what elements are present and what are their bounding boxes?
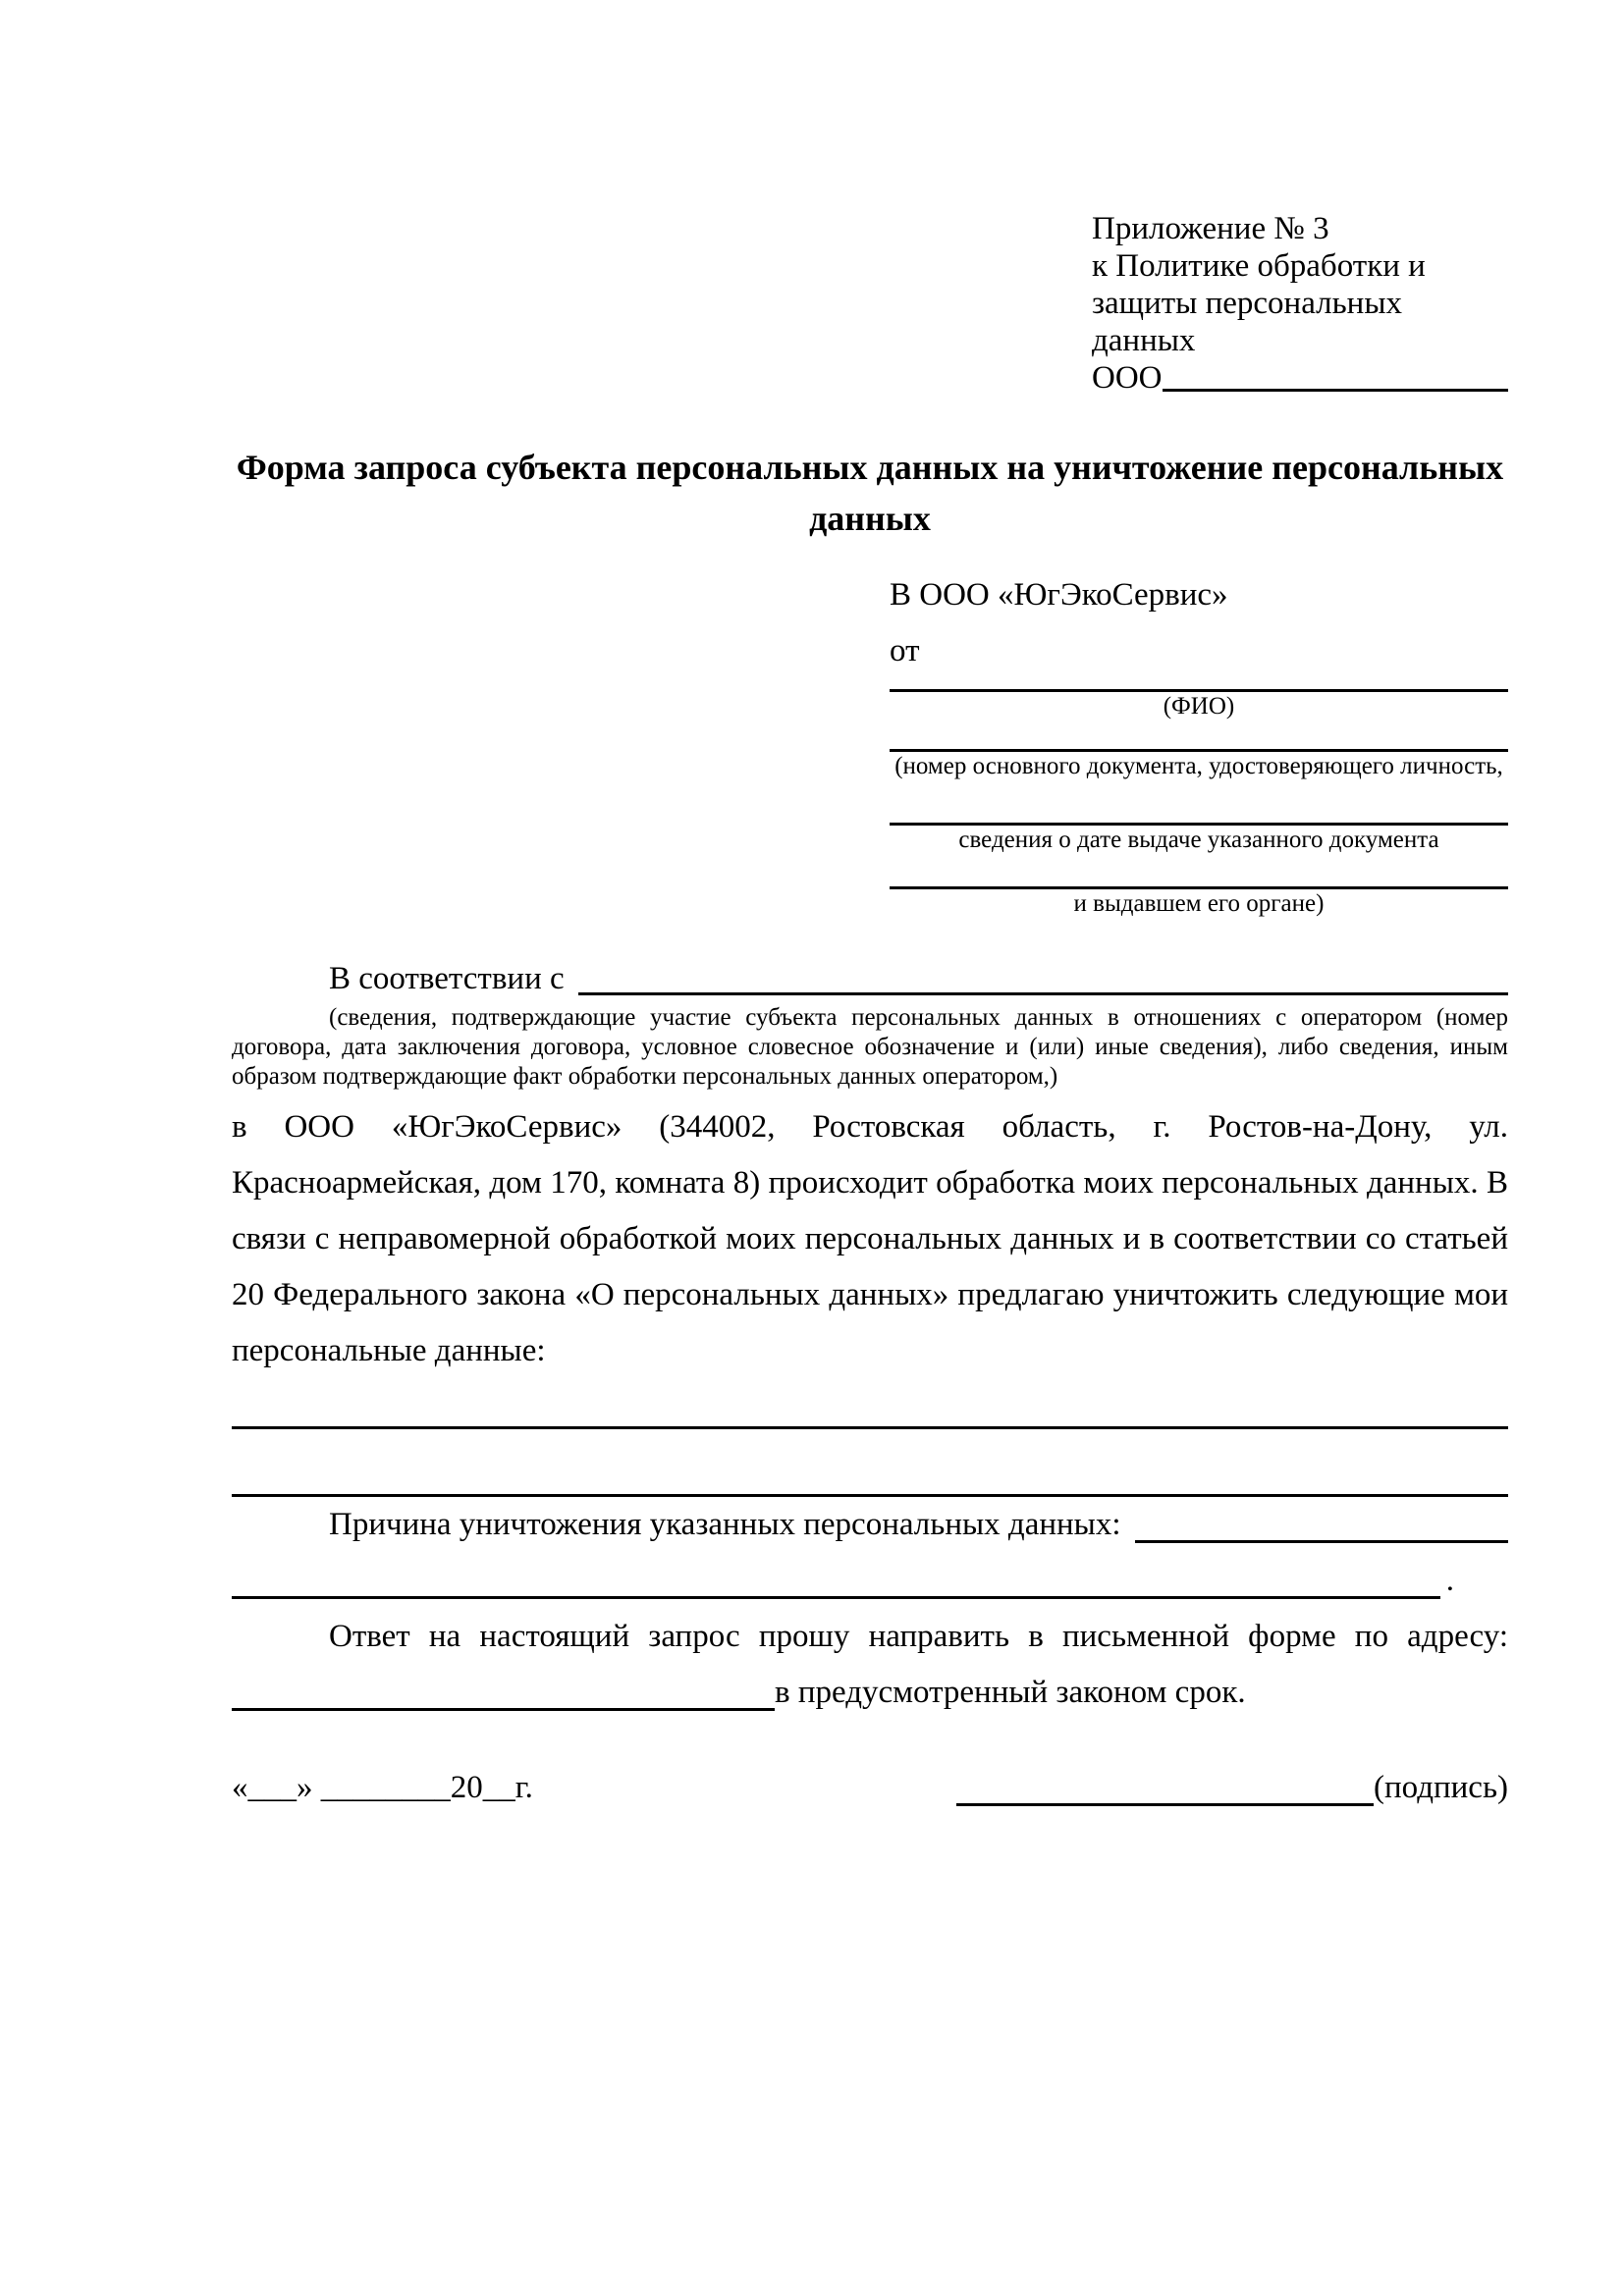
doc-number-caption: (номер основного документа, удостоверяющего личность,: [894, 753, 1503, 779]
addressee-block: [890, 567, 1508, 919]
appendix-line-3: защиты персональных данных: [1092, 286, 1402, 358]
personal-data-blank-line-1: [232, 1379, 1508, 1429]
reason-continuation-blank-line: [232, 1553, 1440, 1599]
explanatory-note: (сведения, подтверждающие участие субъекта персональных данных в отношениях с оператором (номер договора, дата заключения договора, условное словесное обозначение и (или) иные сведения), либо сведения, иным образом подтверждающие факт обработки персональных данных оператором,): [232, 1004, 1508, 1090]
addressee-from-label: от: [890, 633, 920, 668]
reply-tail: в предусмотренный законом срок.: [775, 1675, 1246, 1710]
doc-issuer-blank-line: [890, 855, 1508, 889]
reason-continuation-row: [232, 1553, 1454, 1609]
address-blank-line: [232, 1665, 775, 1711]
date-line: «___» ________20__г.: [232, 1770, 533, 1805]
doc-date-blank-line: [890, 781, 1508, 826]
reason-label: Причина уничтожения указанных персональных данных:: [329, 1507, 1121, 1542]
reason-blank-line: [1135, 1497, 1508, 1543]
signature-group: [956, 1760, 1508, 1816]
document-content: [232, 0, 1508, 1816]
signature-caption: (подпись): [1374, 1770, 1508, 1805]
accordance-row: [232, 954, 1508, 1003]
doc-date-caption: сведения о дате выдаче указанного документа: [958, 827, 1439, 853]
accordance-blank-line: [578, 954, 1508, 995]
appendix-header: [1092, 210, 1508, 397]
appendix-line-1: Приложение № 3: [1092, 211, 1329, 246]
period-char: .: [1445, 1563, 1454, 1598]
signature-blank-line: [956, 1803, 1374, 1806]
ooo-prefix: ООО: [1092, 360, 1163, 396]
accordance-label: В соответствии с: [329, 961, 565, 996]
fio-blank-line: [890, 679, 1508, 692]
address-row: [232, 1665, 1508, 1721]
reason-row: [232, 1497, 1508, 1553]
appendix-ooo-row: [1092, 359, 1508, 397]
addressee-organization: В ООО «ЮгЭкоСервис»: [890, 577, 1228, 613]
page-title: Форма запроса субъекта персональных данных на уничтожение персональных данных: [236, 448, 1504, 538]
fio-caption: (ФИО): [1163, 693, 1235, 720]
main-paragraph: в ООО «ЮгЭкоСервис» (344002, Ростовская область, г. Ростов-на-Дону, ул. Красноармейская, дом 170, комната 8) происходит обработка моих персональных данных. В связи с неправомерной обработкой моих персональных данных и в соответствии со статьей 20 Федерального закона «О персональных данных» предлагаю уничтожить следующие мои персональные данные:: [232, 1109, 1508, 1368]
footer-row: [232, 1760, 1508, 1816]
ooo-blank-line: [1163, 359, 1509, 392]
appendix-line-2: к Политике обработки и: [1092, 248, 1426, 284]
personal-data-blank-line-2: [232, 1429, 1508, 1497]
doc-number-blank-line: [890, 721, 1508, 752]
reply-sentence: Ответ на настоящий запрос прошу направить в письменной форме по адресу:: [329, 1619, 1508, 1654]
doc-issuer-caption: и выдавшем его органе): [1073, 890, 1325, 917]
